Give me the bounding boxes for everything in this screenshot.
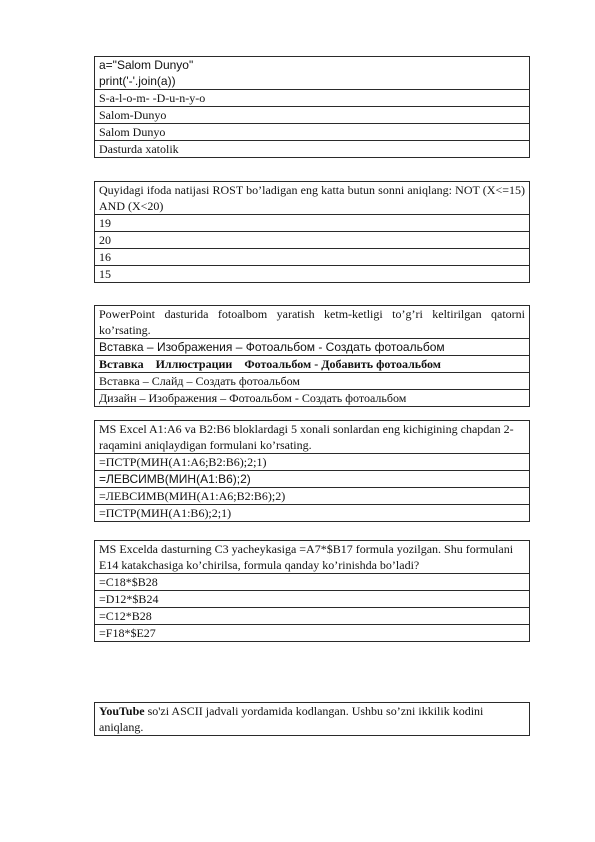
- answer-option-4[interactable]: 15: [95, 266, 530, 283]
- answer-option-4[interactable]: =ПСТР(МИН(A1:B6);2;1): [95, 505, 530, 522]
- code-line-1: a="Salom Dunyo": [99, 58, 194, 72]
- answer-option-3[interactable]: =ЛЕВСИМВ(МИН(A1:A6;B2:B6);2): [95, 488, 530, 505]
- question-1-table: [94, 56, 530, 158]
- answer-option-2[interactable]: Вставка Иллюстрации Фотоальбом - Добавить фотоальбом: [95, 356, 530, 373]
- answer-option-1[interactable]: =C18*$B28: [95, 574, 530, 591]
- youtube-word: YouTube: [99, 704, 145, 718]
- question-6-table: [94, 702, 530, 736]
- question-3-text: PowerPoint dasturida fotoalbom yaratish ketm-ketligi to’g’ri keltirilgan qatorni ko’rsating.: [95, 306, 530, 339]
- question-2-text: Quyidagi ifoda natijasi ROST bo’ladigan eng katta butun sonni aniqlang: NOT (X<=15) AND (X<20): [95, 182, 530, 215]
- question-4-table: [94, 420, 530, 522]
- question-5-text: MS Excelda dasturning C3 yacheykasiga =A7*$B17 formula yozilgan. Shu formulani E14 katakchasiga ko’chirilsa, formula qanday ko’rinishda bo’ladi?: [95, 541, 530, 574]
- answer-option-1[interactable]: 19: [95, 215, 530, 232]
- answer-option-2[interactable]: =D12*$B24: [95, 591, 530, 608]
- answer-option-2[interactable]: =ЛЕВСИМВ(МИН(A1:B6);2): [95, 471, 530, 488]
- question-5-table: [94, 540, 530, 642]
- answer-option-1[interactable]: =ПСТР(МИН(A1:A6;B2:B6);2;1): [95, 454, 530, 471]
- answer-option-4[interactable]: Дизайн – Изображения – Фотоальбом - Создать фотоальбом: [95, 390, 530, 407]
- answer-option-4[interactable]: =F18*$E27: [95, 625, 530, 642]
- answer-option-3[interactable]: Вставка – Слайд – Создать фотоальбом: [95, 373, 530, 390]
- answer-option-4[interactable]: Dasturda xatolik: [95, 141, 530, 158]
- answer-option-3[interactable]: =C12*B28: [95, 608, 530, 625]
- answer-option-3[interactable]: Salom Dunyo: [95, 124, 530, 141]
- code-line-2: print('-'.join(a)): [99, 74, 176, 88]
- question-2-table: [94, 181, 530, 283]
- answer-option-1[interactable]: S-a-l-o-m- -D-u-n-y-o: [95, 90, 530, 107]
- question-6-text: [95, 703, 530, 736]
- answer-option-3[interactable]: 16: [95, 249, 530, 266]
- question-1-text: [95, 57, 530, 90]
- question-6-body: so'zi ASCII jadvali yordamida kodlangan. Ushbu so’zni ikkilik kodini aniqlang.: [99, 704, 484, 734]
- answer-option-2[interactable]: Salom-Dunyo: [95, 107, 530, 124]
- answer-option-1[interactable]: Вставка – Изображения – Фотоальбом - Создать фотоальбом: [95, 339, 530, 356]
- question-3-table: [94, 305, 530, 407]
- answer-option-2[interactable]: 20: [95, 232, 530, 249]
- question-4-text: MS Excel A1:A6 va B2:B6 bloklardagi 5 xonali sonlardan eng kichigining chapdan 2-raqamini aniqlaydigan formulani ko’rsating.: [95, 421, 530, 454]
